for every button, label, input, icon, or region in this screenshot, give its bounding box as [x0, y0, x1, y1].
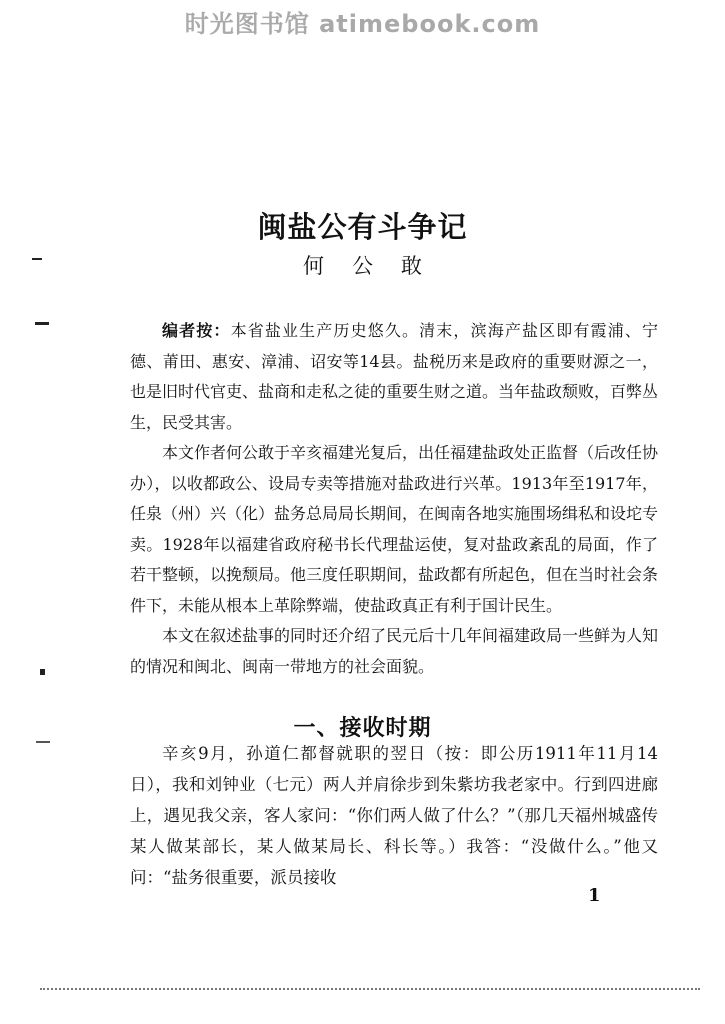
- editor-note: [130, 316, 658, 682]
- watermark: 时光图书馆 atimebook.com: [184, 10, 541, 38]
- editor-note-paragraph: 本文作者何公敢于辛亥福建光复后，出任福建盐政处正监督（后改任协办），以收都政公、设局专卖等措施对盐政进行兴革。1913年至1917年，任泉（州）兴（化）盐务总局局长期间，在闽南各地实施围场缉私和设坨专卖。1928年以福建省政府秘书长代理盐运使，复对盐政紊乱的局面，作了若干整顿，以挽颓局。他三度任职期间，盐政都有所起色，但在当时社会条件下，未能从根本上革除弊端，使盐政真正有利于国计民生。: [130, 443, 659, 615]
- scan-mark: [40, 669, 45, 675]
- editor-note-paragraph: 本文在叙述盐事的同时还介绍了民元后十几年间福建政局一些鲜为人知的情况和闽北、闽南一带地方的社会面貌。: [130, 626, 659, 676]
- editor-note-lead: 编者按：: [162, 321, 231, 340]
- body-text: [130, 738, 658, 893]
- author-name: 何公敢: [303, 254, 450, 278]
- scan-edge-line: [40, 988, 700, 990]
- editor-note-text: 本省盐业生产历史悠久。清末，滨海产盐区即有霞浦、宁德、莆田、惠安、漳浦、诏安等14县。盐税历来是政府的重要财源之一，也是旧时代官吏、盐商和走私之徒的重要生财之道。当年盐政颓败，百弊丛生，民受其害。: [130, 321, 659, 432]
- article-title: 闽盐公有斗争记: [257, 210, 468, 245]
- editor-note-paragraph: [130, 316, 658, 438]
- scan-mark: [35, 322, 49, 325]
- page-number: 1: [588, 885, 601, 906]
- section-heading: 一、接收时期: [293, 716, 432, 742]
- body-paragraph: 辛亥9月，孙道仁都督就职的翌日（按：即公历1911年11月14日），我和刘钟业（七元）两人并肩徐步到朱紫坊我老家中。行到四进廊上，遇见我父亲，客人家问：“你们两人做了什么？”（那几天福州城盛传某人做某部长，某人做某局长、科长等。）我答：“没做什么。”他又问：“盐务很重要，派员接收: [130, 744, 658, 887]
